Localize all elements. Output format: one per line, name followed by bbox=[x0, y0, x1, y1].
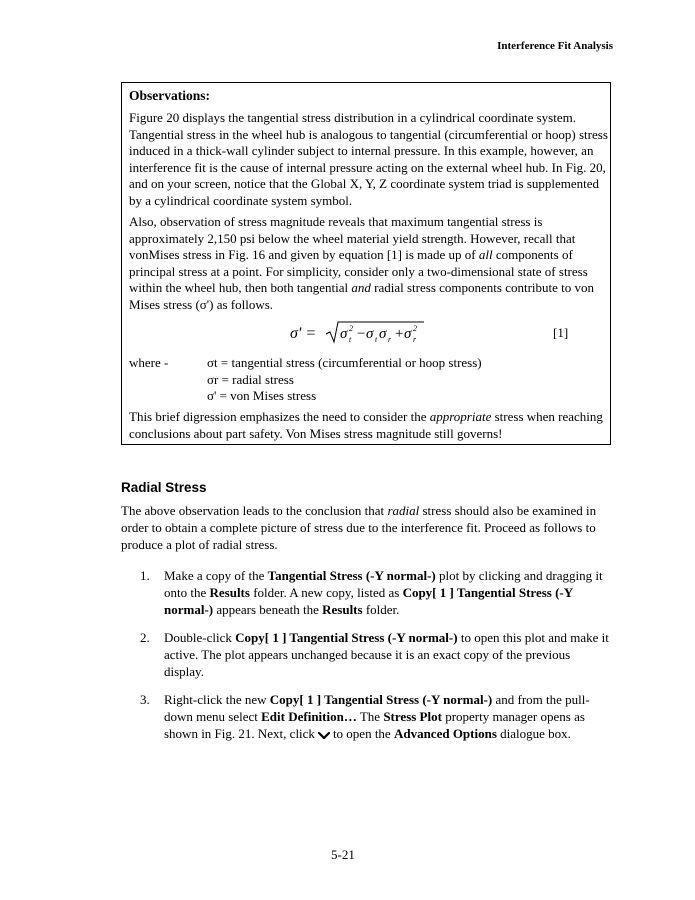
svg-text:2: 2 bbox=[349, 324, 353, 333]
svg-text:r: r bbox=[388, 335, 392, 344]
equation-graphic bbox=[290, 320, 425, 346]
svg-text:t: t bbox=[375, 335, 378, 344]
where-label: where - bbox=[129, 355, 169, 370]
step-2 bbox=[140, 629, 610, 680]
step-3 bbox=[140, 691, 610, 744]
svg-text:σ: σ bbox=[366, 326, 374, 342]
step-number: 2. bbox=[140, 630, 150, 645]
svg-text:+: + bbox=[394, 326, 405, 342]
observations-paragraph-2: Also, observation of stress magnitude reveals that maximum tangential stress is approximately 2,150 psi below the wheel material yield strength. However, recall that vonMises stress in Fig. 16 and given by equation [1] is made up of all components of principal stress at a point. For simplicity, consider only a two-dimensional state of stress within the wheel hub, then both tangential and radial stress components contribute to von Mises stress (σ') as follows. bbox=[129, 214, 595, 312]
symbol-definitions bbox=[207, 355, 482, 405]
svg-text:σ: σ bbox=[340, 326, 348, 342]
definition-tangential: σt = tangential stress (circumferential or hoop stress) bbox=[207, 355, 482, 370]
section-title-radial-stress: Radial Stress bbox=[121, 480, 207, 495]
step-text: Right-click the new Copy[ 1 ] Tangential Stress (-Y normal-) and from the pull-down menu select Edit Definition… The Stress Plot property manager opens as shown in Fig. 21. Next, click to open the Advanced Options dialogue box. bbox=[164, 691, 610, 744]
equation-number: [1] bbox=[553, 325, 569, 340]
running-header: Interference Fit Analysis bbox=[497, 40, 613, 52]
step-1 bbox=[140, 567, 610, 618]
definition-von-mises: σ' = von Mises stress bbox=[207, 388, 317, 403]
svg-text:σ' =: σ' = bbox=[290, 325, 317, 342]
svg-text:r: r bbox=[413, 335, 417, 344]
chevron-down-icon bbox=[318, 727, 330, 744]
step-number: 1. bbox=[140, 568, 150, 583]
svg-text:−: − bbox=[356, 326, 367, 342]
radial-intro-paragraph: The above observation leads to the conclusion that radial stress should also be examined in order to obtain a complete picture of stress due to the interference fit. Proceed as follows to produce a plot of radial stress. bbox=[121, 503, 597, 552]
svg-text:σ: σ bbox=[404, 326, 412, 342]
step-text: Double-click Copy[ 1 ] Tangential Stress (-Y normal-) to open this plot and make it active. The plot appears unchanged because it is an exact copy of the previous display. bbox=[164, 630, 609, 679]
svg-text:2: 2 bbox=[413, 324, 417, 333]
von-mises-equation bbox=[290, 320, 425, 346]
svg-text:t: t bbox=[349, 335, 352, 344]
step-number: 3. bbox=[140, 692, 150, 707]
definition-radial: σr = radial stress bbox=[207, 371, 294, 387]
svg-text:σ: σ bbox=[379, 326, 387, 342]
observations-paragraph-3: This brief digression emphasizes the need to consider the appropriate stress when reaching conclusions about part safety. Von Mises stress magnitude still governs! bbox=[129, 409, 603, 441]
observations-title: Observations: bbox=[129, 88, 210, 103]
observations-paragraph-1: Figure 20 displays the tangential stress distribution in a cylindrical coordinate system. Tangential stress in the wheel hub is analogous to tangential (circumferential or hoop) stress induced in a thick-wall cylinder subject to internal pressure. In this example, however, an interference fit is the cause of internal pressure acting on the external wheel hub. In Fig. 20, and on your screen, notice that the Global X, Y, Z coordinate system triad is supplemented by a cylindrical coordinate system symbol. bbox=[129, 110, 608, 208]
page-number: 5-21 bbox=[331, 847, 355, 862]
step-text: Make a copy of the Tangential Stress (-Y normal-) plot by clicking and dragging it onto the Results folder. A new copy, listed as Copy[ 1 ] Tangential Stress (-Y normal-) appears beneath the Results folder. bbox=[164, 568, 603, 617]
